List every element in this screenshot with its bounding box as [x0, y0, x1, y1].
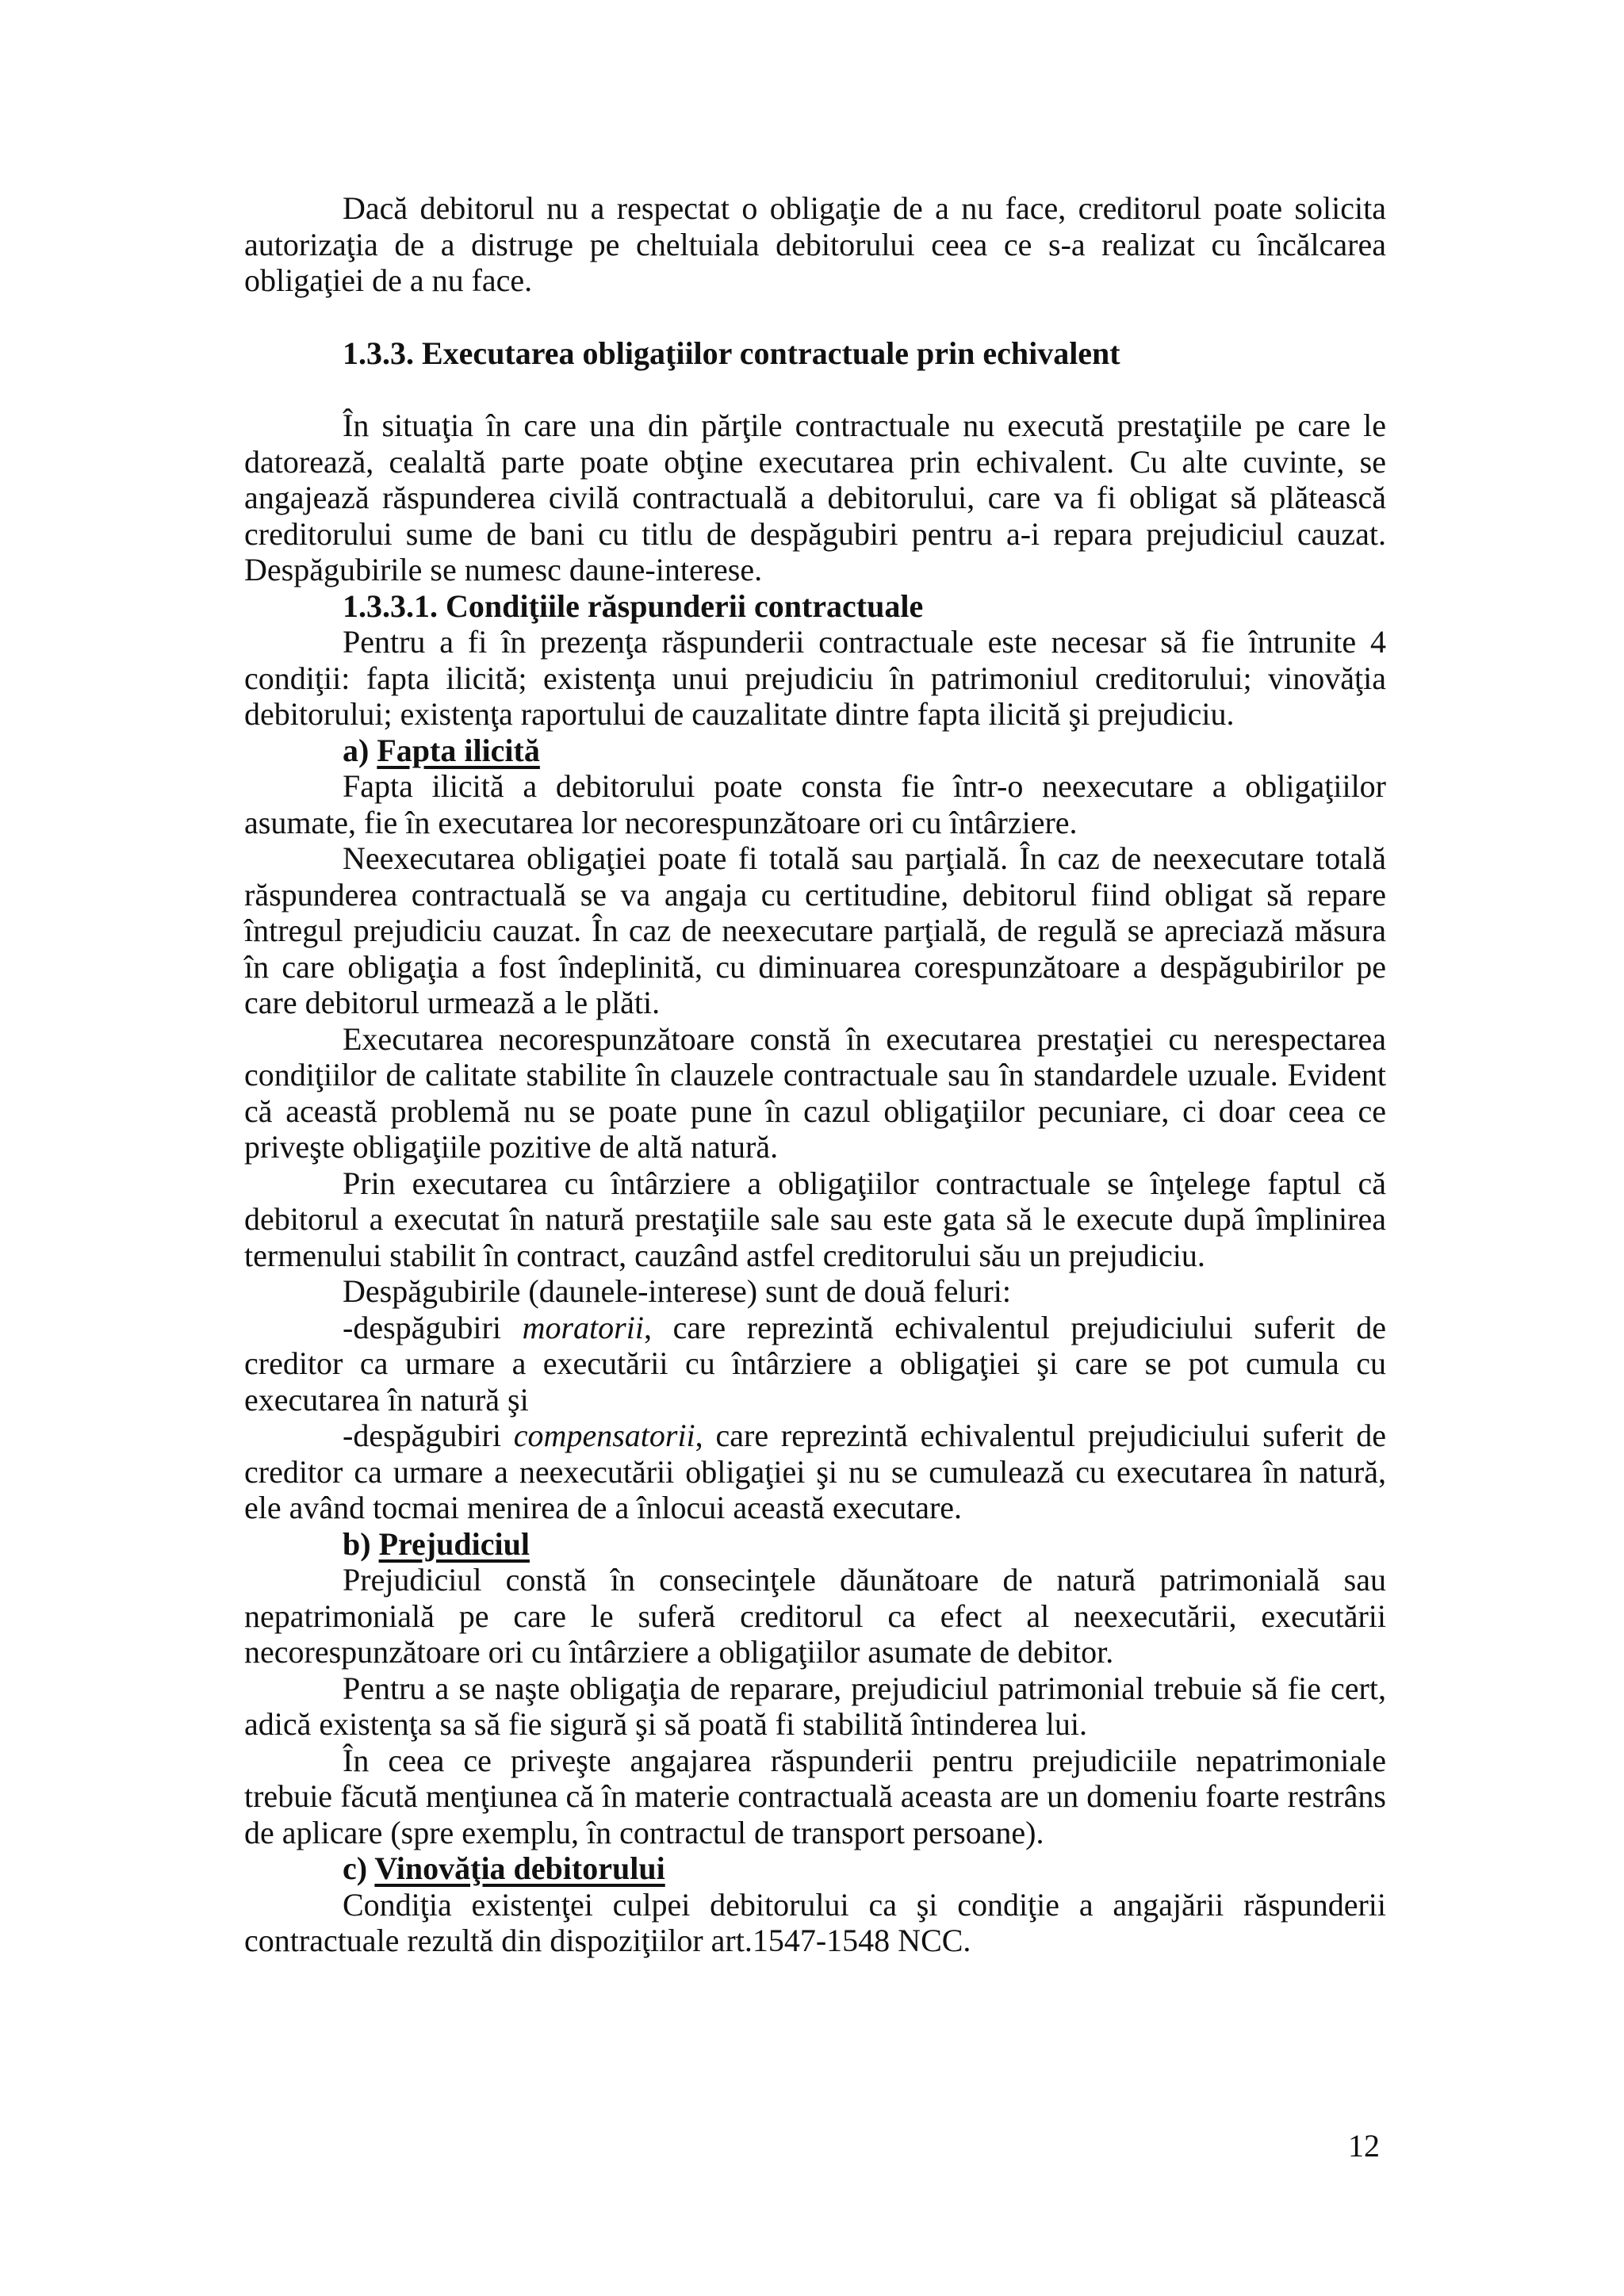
- heading-fapta-ilicita: [244, 733, 1386, 769]
- heading-vinovatia: [244, 1850, 1386, 1887]
- heading-1-3-3-1: 1.3.3.1. Condiţiile răspunderii contractuale: [343, 587, 924, 624]
- text-run: -despăgubiri: [343, 1418, 514, 1453]
- page-number: 12: [1348, 2128, 1380, 2164]
- heading-prefix: c): [343, 1850, 375, 1886]
- heading-prefix: b): [343, 1525, 379, 1562]
- document-page: [244, 190, 1386, 1959]
- paragraph-obligatie-a-nu-face: Dacă debitorul nu a respectat o obligaţie de a nu face, creditorul poate solicita autorizaţia de a distruge pe cheltuiala debitorului ceea ce s-a realizat cu încălcarea obligaţiei de a nu face.: [244, 190, 1386, 298]
- paragraph-executare-cu-intarziere: Prin executarea cu întârziere a obligaţiilor contractuale se înţelege faptul că debitorul a executat în natură prestaţiile sale sau este gata să le execute după împlinirea termenului stabilit în contract, cauzând astfel creditorului său un prejudiciu.: [244, 1165, 1386, 1273]
- italic-term: moratorii: [522, 1309, 644, 1345]
- heading-title: Prejudiciul: [378, 1525, 530, 1562]
- paragraph-despagubiri-feluri: Despăgubirile (daunele-interese) sunt de două feluri:: [343, 1273, 1012, 1309]
- paragraph-despagubiri-compensatorii: [244, 1418, 1386, 1526]
- paragraph-fapta-ilicita: Fapta ilicită a debitorului poate consta fie într-o neexecutare a obligaţiilor asumate, fie în executarea lor necorespunzătoare ori cu întârziere.: [244, 768, 1386, 840]
- paragraph-prejudiciul: Prejudiciul constă în consecinţele dăunătoare de natură patrimonială sau nepatrimonială pe care le suferă creditorul ca efect al neexecutării, executării necorespunzătoare ori cu întârziere a obligaţiilor asumate de debitor.: [244, 1562, 1386, 1670]
- paragraph-executare-prin-echivalent: În situaţia în care una din părţile contractuale nu execută prestaţiile pe care le datorează, cealaltă parte poate obţine executarea prin echivalent. Cu alte cuvinte, se angajează răspunderea civilă contractuală a debitorului, care va fi obligat să plătească creditorului sume de bani cu titlu de despăgubiri pentru a-i repara prejudiciul cauzat. Despăgubirile se numesc daune-interese.: [244, 408, 1386, 587]
- paragraph-conditii: Pentru a fi în prezenţa răspunderii contractuale este necesar să fie întrunite 4 condiţii: fapta ilicită; existenţa unui prejudiciu în patrimoniul creditorului; vinovăţia debitorului; existenţa raportului de cauzalitate dintre fapta ilicită şi prejudiciu.: [244, 624, 1386, 732]
- paragraph-prejudicii-nepatrimoniale: În ceea ce priveşte angajarea răspunderii pentru prejudiciile nepatrimoniale trebuie făcută menţiunea că în materie contractuală aceasta are un domeniu foarte restrâns de aplicare (spre exemplu, în contractul de transport persoane).: [244, 1742, 1386, 1850]
- text-run: , care reprezintă echivalentul prejudiciului suferit de creditor ca urmare a neexecutării obligaţiei şi nu se cumulează cu executarea în natură, ele având tocmai menirea de a înlocui această executare.: [244, 1418, 1386, 1525]
- paragraph-obligatia-de-reparare: Pentru a se naşte obligaţia de reparare, prejudiciul patrimonial trebuie să fie cert, adică existenţa sa să fie sigură şi să poată fi stabilită întinderea lui.: [244, 1670, 1386, 1742]
- heading-title: Vinovăţia debitorului: [374, 1850, 665, 1886]
- text-run: -despăgubiri: [343, 1309, 523, 1345]
- italic-term: compensatorii: [513, 1418, 695, 1453]
- heading-title: Fapta ilicită: [377, 732, 540, 768]
- paragraph-vinovatia: Condiţia existenţei culpei debitorului ca şi condiţie a angajării răspunderii contractuale rezultă din dispoziţiilor art.1547-1548 NCC.: [244, 1886, 1386, 1958]
- heading-prejudiciul: [244, 1526, 1386, 1563]
- paragraph-despagubiri-moratorii: [244, 1310, 1386, 1418]
- heading-prefix: a): [343, 732, 377, 768]
- heading-1-3-3: 1.3.3. Executarea obligaţiilor contractuale prin echivalent: [343, 335, 1120, 371]
- paragraph-neexecutare: Neexecutarea obligaţiei poate fi totală sau parţială. În caz de neexecutare totală răspunderea contractuală se va angaja cu certitudine, debitorul fiind obligat să repare întregul prejudiciu cauzat. În caz de neexecutare parţială, de regulă se apreciază măsura în care obligaţia a fost îndeplinită, cu diminuarea corespunzătoare a despăgubirilor pe care debitorul urmează a le plăti.: [244, 840, 1386, 1020]
- text-run: , care reprezintă echivalentul prejudiciului suferit de creditor ca urmare a executării cu întârziere a obligaţiei şi care se pot cumula cu executarea în natură şi: [244, 1309, 1386, 1418]
- paragraph-executare-necorespunzatoare: Executarea necorespunzătoare constă în executarea prestaţiei cu nerespectarea condiţiilor de calitate stabilite în clauzele contractuale sau în standardele uzuale. Evident că această problemă nu se poate pune în cazul obligaţiilor pecuniare, ci doar ceea ce priveşte obligaţiile pozitive de altă natură.: [244, 1020, 1386, 1165]
